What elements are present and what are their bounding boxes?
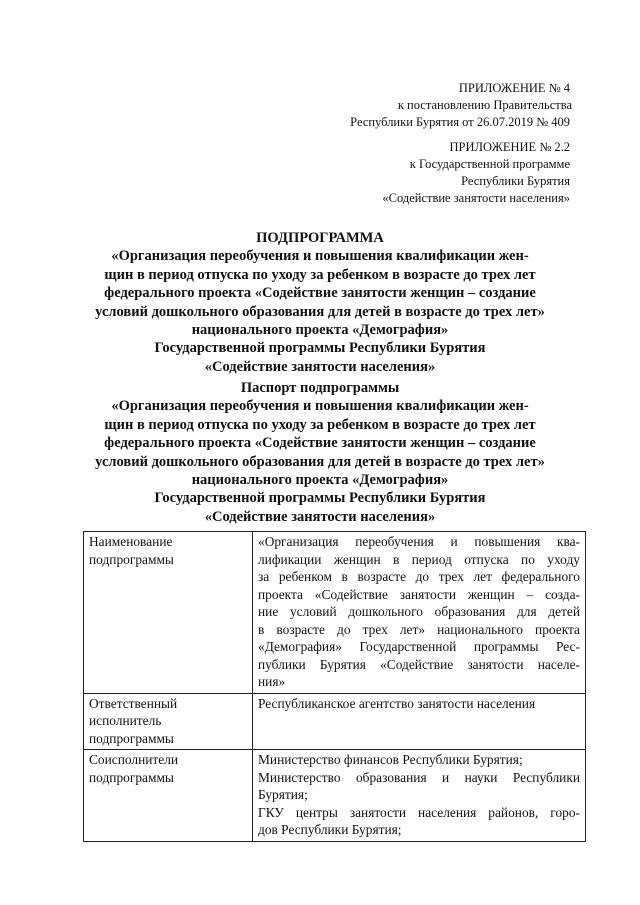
passport-title-line: щин в период отпуска по уходу за ребенком в возрасте до трех лет [104,416,536,433]
row-value-line: лификации женщин в период отпуска по уходу [258,551,580,567]
subprogram-title-line: «Содействие занятости населения» [204,358,436,375]
appendix-2-2-line: ПРИЛОЖЕНИЕ № 2.2 [449,140,570,154]
appendix-4-line: Республики Бурятия от 26.07.2019 № 409 [350,115,570,129]
subprogram-heading: ПОДПРОГРАММА [256,230,384,246]
passport-title-line: национального проекта «Демография» [191,472,449,489]
passport-title-line: «Содействие занятости населения» [204,508,436,525]
subprogram-title [60,229,580,376]
passport-heading: Паспорт подпрограммы [240,380,400,396]
table-row [84,750,586,842]
row-value-cell [253,532,586,694]
row-value-line: Министерство финансов Республики Бурятия; [258,752,523,767]
subprogram-title-line: Государственной программы Республики Бурятия [154,340,486,357]
appendix-4-line: к постановлению Правительства [397,98,572,112]
subprogram-title-line: федерального проекта «Содействие занятости женщин – создание [104,285,536,302]
appendix-4-header [350,80,570,131]
row-value-line: публики Бурятия «Содействие занятости населе- [258,656,580,672]
passport-table [83,531,586,842]
row-name-line: Ответственный [89,695,178,711]
passport-title [60,379,580,526]
row-value-line: Республиканское агентство занятости населения [258,695,536,711]
passport-title-line: Государственной программы Республики Бурятия [154,490,486,507]
row-name-line: подпрограммы [89,730,174,746]
subprogram-title-line: национального проекта «Демография» [191,322,449,339]
appendix-2-2-line: «Содействие занятости населения» [382,191,570,205]
passport-title-line: федерального проекта «Содействие занятости женщин – создание [104,435,536,452]
row-value-line: Министерство образования и науки Республики [258,769,580,785]
row-value-line: «Организация переобучения и повышения ква- [258,534,580,549]
passport-title-line: условий дошкольного образования для детей в возрасте до трех лет» [95,453,545,470]
row-name-cell [84,750,253,842]
subprogram-title-line: условий дошкольного образования для детей в возрасте до трех лет» [95,303,545,320]
table-row [84,532,586,694]
appendix-2-2-line: к Государственной программе [409,157,570,171]
row-value-line: ГКУ центры занятости населения районов, горо- [258,804,580,820]
row-value-cell [253,750,586,842]
table-row [84,693,586,750]
row-value-line: проекта «Содействие занятости женщин – созда- [258,586,580,602]
row-value-line: в возрасте до трех лет» национального проекта [258,621,580,637]
row-name-line: подпрограммы [89,551,174,567]
row-name-cell [84,532,253,694]
row-name-line: исполнитель [89,713,162,728]
appendix-2-2-header [382,139,570,207]
row-name-line: Соисполнители [89,752,179,767]
row-value-line: «Демография» Государственной программы Рес- [258,639,580,654]
row-value-line: ние условий дошкольного образования для детей [258,604,580,619]
row-name-line: Наименование [89,534,173,549]
passport-title-line: «Организация переобучения и повышения квалификации жен- [111,398,529,415]
row-name-cell [84,693,253,750]
appendix-2-2-line: Республики Бурятия [461,174,570,188]
row-value-cell [253,693,586,750]
row-value-line: ния» [258,674,286,689]
appendix-4-line: ПРИЛОЖЕНИЕ № 4 [458,81,570,95]
subprogram-title-line: «Организация переобучения и повышения квалификации жен- [111,248,529,265]
subprogram-title-line: щин в период отпуска по уходу за ребенком в возрасте до трех лет [104,266,536,283]
row-name-line: подпрограммы [89,769,174,785]
row-value-line: Бурятия; [258,787,308,802]
row-value-line: за ребенком в возрасте до трех лет федерального [258,569,580,584]
row-value-line: дов Республики Бурятия; [258,822,402,837]
